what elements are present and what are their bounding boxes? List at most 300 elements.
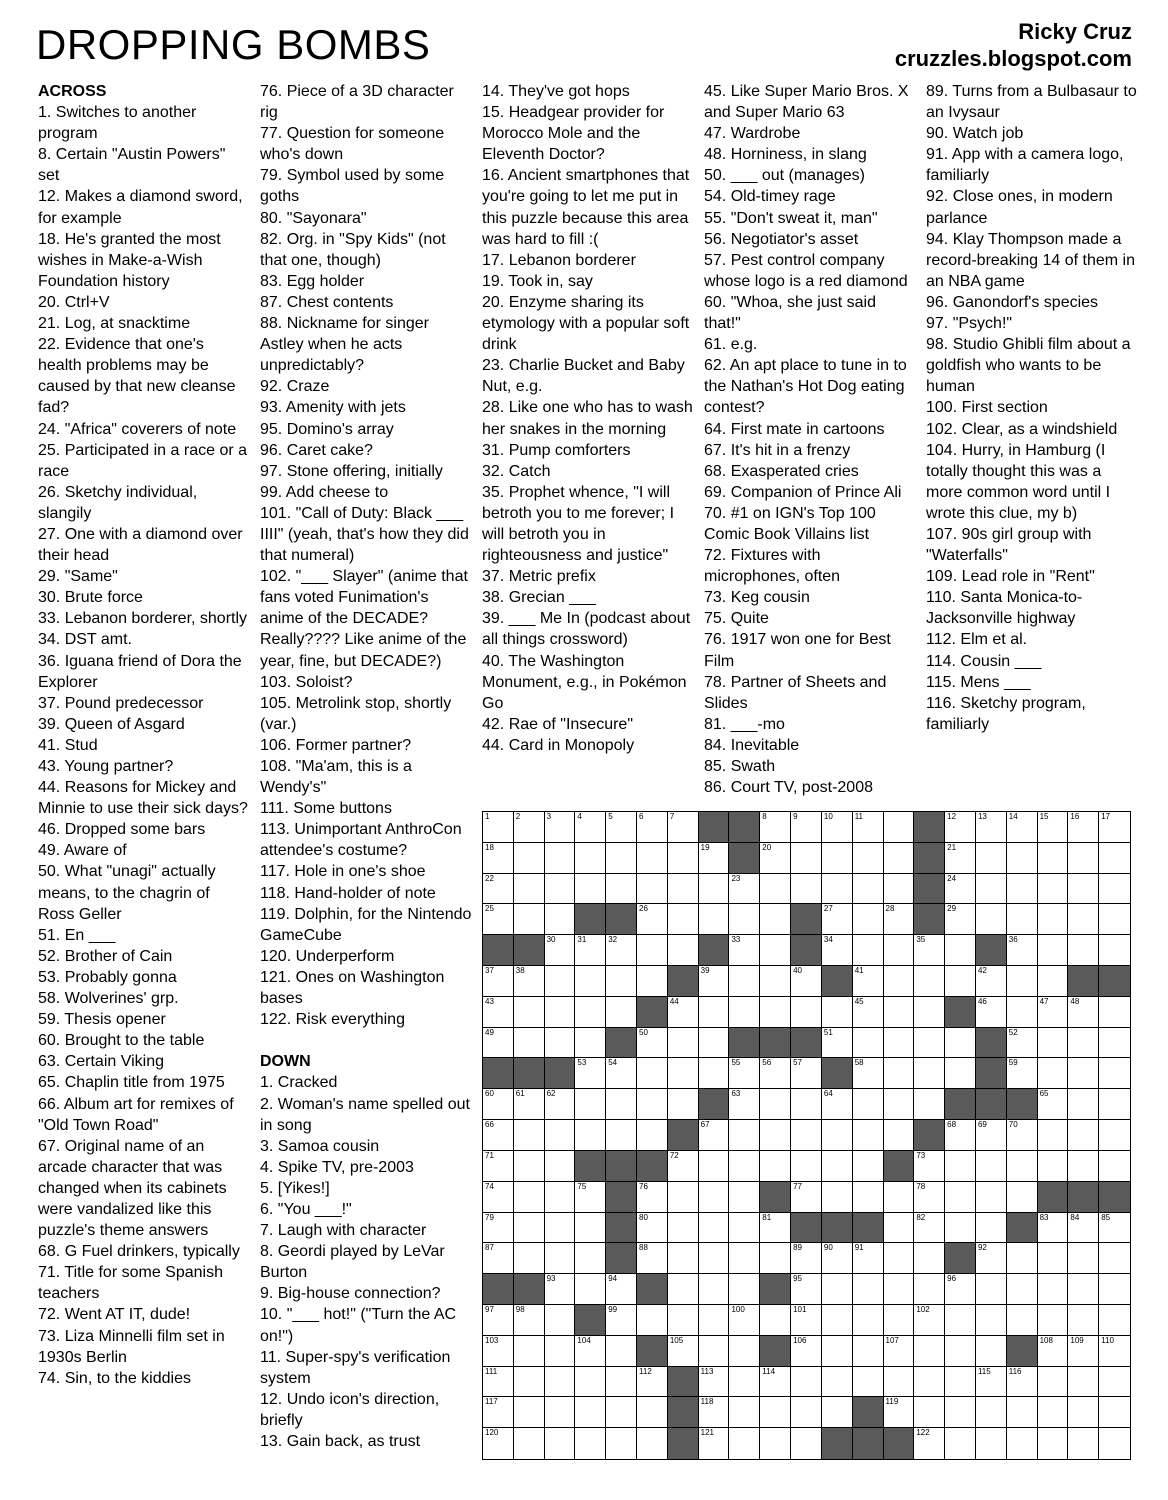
grid-cell[interactable] [1038,1028,1069,1059]
grid-cell[interactable] [791,1428,822,1459]
grid-cell[interactable] [1099,812,1130,843]
grid-cell[interactable] [760,1120,791,1151]
grid-cell[interactable] [1007,935,1038,966]
grid-cell[interactable] [1038,1367,1069,1398]
grid-cell[interactable] [668,1305,699,1336]
grid-cell[interactable] [545,1243,576,1274]
grid-cell[interactable] [637,1058,668,1089]
grid-cell[interactable] [760,966,791,997]
grid-cell[interactable] [853,1182,884,1213]
grid-cell[interactable] [729,997,760,1028]
grid-cell[interactable] [884,1397,915,1428]
grid-cell[interactable] [668,812,699,843]
grid-cell[interactable] [1038,1336,1069,1367]
grid-cell[interactable] [1068,997,1099,1028]
grid-cell[interactable] [853,1028,884,1059]
grid-cell[interactable] [976,997,1007,1028]
grid-cell[interactable] [545,1397,576,1428]
grid-cell[interactable] [1007,1367,1038,1398]
grid-cell[interactable] [822,935,853,966]
grid-cell[interactable] [791,1120,822,1151]
grid-cell[interactable] [483,1213,514,1244]
grid-cell[interactable] [976,874,1007,905]
grid-cell[interactable] [884,1367,915,1398]
grid-cell[interactable] [1007,904,1038,935]
grid-cell[interactable] [483,1336,514,1367]
grid-cell[interactable] [514,843,545,874]
grid-cell[interactable] [884,966,915,997]
grid-cell[interactable] [668,1336,699,1367]
grid-cell[interactable] [976,1213,1007,1244]
grid-cell[interactable] [514,1028,545,1059]
grid-cell[interactable] [884,1213,915,1244]
grid-cell[interactable] [1099,843,1130,874]
grid-cell[interactable] [1068,1089,1099,1120]
grid-cell[interactable] [729,1058,760,1089]
grid-cell[interactable] [1068,1243,1099,1274]
grid-cell[interactable] [945,1305,976,1336]
grid-cell[interactable] [575,1243,606,1274]
grid-cell[interactable] [1099,1397,1130,1428]
grid-cell[interactable] [668,1243,699,1274]
grid-cell[interactable] [606,874,637,905]
grid-cell[interactable] [976,966,1007,997]
grid-cell[interactable] [976,1305,1007,1336]
grid-cell[interactable] [1099,1428,1130,1459]
grid-cell[interactable] [1038,935,1069,966]
grid-cell[interactable] [699,1120,730,1151]
grid-cell[interactable] [575,843,606,874]
grid-cell[interactable] [545,966,576,997]
grid-cell[interactable] [884,997,915,1028]
grid-cell[interactable] [575,997,606,1028]
grid-cell[interactable] [699,1058,730,1089]
grid-cell[interactable] [822,843,853,874]
grid-cell[interactable] [976,1367,1007,1398]
grid-cell[interactable] [545,1367,576,1398]
grid-cell[interactable] [945,1182,976,1213]
grid-cell[interactable] [1099,1243,1130,1274]
grid-cell[interactable] [976,1428,1007,1459]
grid-cell[interactable] [945,1428,976,1459]
grid-cell[interactable] [853,812,884,843]
grid-cell[interactable] [1068,843,1099,874]
grid-cell[interactable] [514,1213,545,1244]
grid-cell[interactable] [1007,843,1038,874]
grid-cell[interactable] [1068,1120,1099,1151]
grid-cell[interactable] [483,812,514,843]
grid-cell[interactable] [884,1028,915,1059]
grid-cell[interactable] [1038,1120,1069,1151]
grid-cell[interactable] [699,1028,730,1059]
grid-cell[interactable] [914,997,945,1028]
grid-cell[interactable] [483,1089,514,1120]
grid-cell[interactable] [545,1120,576,1151]
grid-cell[interactable] [637,1213,668,1244]
grid-cell[interactable] [884,1305,915,1336]
grid-cell[interactable] [822,1028,853,1059]
grid-cell[interactable] [514,1367,545,1398]
grid-cell[interactable] [760,1058,791,1089]
grid-cell[interactable] [575,1058,606,1089]
grid-cell[interactable] [668,1182,699,1213]
grid-cell[interactable] [1099,1058,1130,1089]
grid-cell[interactable] [822,1182,853,1213]
grid-cell[interactable] [637,1243,668,1274]
grid-cell[interactable] [853,1058,884,1089]
grid-cell[interactable] [976,1336,1007,1367]
grid-cell[interactable] [1099,1274,1130,1305]
grid-cell[interactable] [791,1367,822,1398]
grid-cell[interactable] [575,935,606,966]
grid-cell[interactable] [791,1243,822,1274]
grid-cell[interactable] [668,1151,699,1182]
grid-cell[interactable] [1038,1428,1069,1459]
grid-cell[interactable] [545,1028,576,1059]
grid-cell[interactable] [760,812,791,843]
grid-cell[interactable] [945,874,976,905]
grid-cell[interactable] [514,1305,545,1336]
grid-cell[interactable] [729,1428,760,1459]
grid-cell[interactable] [884,904,915,935]
grid-cell[interactable] [729,935,760,966]
grid-cell[interactable] [1068,1151,1099,1182]
grid-cell[interactable] [545,904,576,935]
grid-cell[interactable] [606,1367,637,1398]
grid-cell[interactable] [1007,1397,1038,1428]
grid-cell[interactable] [699,1397,730,1428]
grid-cell[interactable] [668,1089,699,1120]
grid-cell[interactable] [483,1367,514,1398]
grid-cell[interactable] [514,904,545,935]
grid-cell[interactable] [822,1151,853,1182]
grid-cell[interactable] [760,935,791,966]
grid-cell[interactable] [729,1367,760,1398]
grid-cell[interactable] [575,812,606,843]
grid-cell[interactable] [699,1243,730,1274]
grid-cell[interactable] [1007,1120,1038,1151]
grid-cell[interactable] [514,997,545,1028]
grid-cell[interactable] [637,1028,668,1059]
grid-cell[interactable] [699,1305,730,1336]
grid-cell[interactable] [575,1213,606,1244]
grid-cell[interactable] [575,1367,606,1398]
grid-cell[interactable] [729,904,760,935]
grid-cell[interactable] [945,1120,976,1151]
grid-cell[interactable] [637,1367,668,1398]
grid-cell[interactable] [514,1397,545,1428]
grid-cell[interactable] [1099,1336,1130,1367]
grid-cell[interactable] [699,1428,730,1459]
grid-cell[interactable] [884,935,915,966]
grid-cell[interactable] [1007,812,1038,843]
grid-cell[interactable] [1068,812,1099,843]
grid-cell[interactable] [853,1336,884,1367]
grid-cell[interactable] [853,843,884,874]
grid-cell[interactable] [884,1243,915,1274]
grid-cell[interactable] [1038,1213,1069,1244]
grid-cell[interactable] [1099,997,1130,1028]
grid-cell[interactable] [606,966,637,997]
grid-cell[interactable] [822,1243,853,1274]
grid-cell[interactable] [760,1243,791,1274]
grid-cell[interactable] [791,1058,822,1089]
grid-cell[interactable] [483,997,514,1028]
grid-cell[interactable] [668,904,699,935]
grid-cell[interactable] [606,1274,637,1305]
grid-cell[interactable] [606,935,637,966]
grid-cell[interactable] [884,1336,915,1367]
grid-cell[interactable] [699,997,730,1028]
grid-cell[interactable] [914,1028,945,1059]
grid-cell[interactable] [637,843,668,874]
grid-cell[interactable] [1099,1367,1130,1398]
grid-cell[interactable] [1099,1213,1130,1244]
grid-cell[interactable] [1007,966,1038,997]
grid-cell[interactable] [945,1274,976,1305]
grid-cell[interactable] [1099,874,1130,905]
grid-cell[interactable] [884,1120,915,1151]
grid-cell[interactable] [545,812,576,843]
grid-cell[interactable] [760,843,791,874]
grid-cell[interactable] [760,874,791,905]
grid-cell[interactable] [729,1397,760,1428]
grid-cell[interactable] [606,997,637,1028]
grid-cell[interactable] [514,1089,545,1120]
grid-cell[interactable] [699,1151,730,1182]
grid-cell[interactable] [945,1151,976,1182]
grid-cell[interactable] [606,1305,637,1336]
grid-cell[interactable] [483,1182,514,1213]
grid-cell[interactable] [637,966,668,997]
grid-cell[interactable] [1038,997,1069,1028]
grid-cell[interactable] [853,935,884,966]
grid-cell[interactable] [853,966,884,997]
grid-cell[interactable] [514,812,545,843]
grid-cell[interactable] [853,1274,884,1305]
grid-cell[interactable] [976,1397,1007,1428]
grid-cell[interactable] [545,874,576,905]
grid-cell[interactable] [884,843,915,874]
grid-cell[interactable] [1038,812,1069,843]
grid-cell[interactable] [637,1182,668,1213]
grid-cell[interactable] [914,1397,945,1428]
grid-cell[interactable] [545,1274,576,1305]
grid-cell[interactable] [914,1151,945,1182]
grid-cell[interactable] [884,1182,915,1213]
grid-cell[interactable] [884,1274,915,1305]
grid-cell[interactable] [1068,1305,1099,1336]
grid-cell[interactable] [945,1367,976,1398]
grid-cell[interactable] [853,1305,884,1336]
grid-cell[interactable] [699,1213,730,1244]
grid-cell[interactable] [822,1120,853,1151]
grid-cell[interactable] [483,1151,514,1182]
grid-cell[interactable] [945,1213,976,1244]
grid-cell[interactable] [791,1397,822,1428]
grid-cell[interactable] [483,1028,514,1059]
grid-cell[interactable] [545,1182,576,1213]
grid-cell[interactable] [729,1243,760,1274]
grid-cell[interactable] [1068,1274,1099,1305]
grid-cell[interactable] [976,812,1007,843]
grid-cell[interactable] [1007,1151,1038,1182]
grid-cell[interactable] [699,1367,730,1398]
grid-cell[interactable] [483,1243,514,1274]
grid-cell[interactable] [668,1274,699,1305]
grid-cell[interactable] [853,1089,884,1120]
grid-cell[interactable] [575,1336,606,1367]
grid-cell[interactable] [791,1305,822,1336]
grid-cell[interactable] [545,1336,576,1367]
grid-cell[interactable] [729,1336,760,1367]
grid-cell[interactable] [699,1182,730,1213]
grid-cell[interactable] [976,1120,1007,1151]
grid-cell[interactable] [760,1397,791,1428]
grid-cell[interactable] [514,1243,545,1274]
grid-cell[interactable] [668,874,699,905]
grid-cell[interactable] [1007,1243,1038,1274]
grid-cell[interactable] [483,1428,514,1459]
grid-cell[interactable] [1068,1428,1099,1459]
grid-cell[interactable] [514,1151,545,1182]
grid-cell[interactable] [575,1120,606,1151]
grid-cell[interactable] [791,874,822,905]
grid-cell[interactable] [514,1428,545,1459]
grid-cell[interactable] [1038,966,1069,997]
grid-cell[interactable] [884,1058,915,1089]
grid-cell[interactable] [545,1151,576,1182]
grid-cell[interactable] [575,1089,606,1120]
grid-cell[interactable] [822,1274,853,1305]
grid-cell[interactable] [637,812,668,843]
grid-cell[interactable] [668,1058,699,1089]
grid-cell[interactable] [822,1367,853,1398]
grid-cell[interactable] [914,1089,945,1120]
grid-cell[interactable] [853,904,884,935]
grid-cell[interactable] [545,1213,576,1244]
grid-cell[interactable] [945,1397,976,1428]
grid-cell[interactable] [575,874,606,905]
grid-cell[interactable] [791,1336,822,1367]
grid-cell[interactable] [1099,1151,1130,1182]
grid-cell[interactable] [483,1120,514,1151]
grid-cell[interactable] [637,1428,668,1459]
grid-cell[interactable] [606,1428,637,1459]
grid-cell[interactable] [1038,874,1069,905]
grid-cell[interactable] [914,1213,945,1244]
grid-cell[interactable] [729,1305,760,1336]
grid-cell[interactable] [945,843,976,874]
grid-cell[interactable] [729,1213,760,1244]
grid-cell[interactable] [1038,1305,1069,1336]
grid-cell[interactable] [668,997,699,1028]
grid-cell[interactable] [1038,1058,1069,1089]
grid-cell[interactable] [699,904,730,935]
grid-cell[interactable] [1068,874,1099,905]
grid-cell[interactable] [853,1367,884,1398]
grid-cell[interactable] [914,1367,945,1398]
grid-cell[interactable] [945,966,976,997]
grid-cell[interactable] [1099,935,1130,966]
grid-cell[interactable] [575,1274,606,1305]
grid-cell[interactable] [1038,1243,1069,1274]
grid-cell[interactable] [729,1182,760,1213]
grid-cell[interactable] [760,997,791,1028]
grid-cell[interactable] [760,1151,791,1182]
grid-cell[interactable] [606,1058,637,1089]
grid-cell[interactable] [545,1305,576,1336]
grid-cell[interactable] [729,874,760,905]
grid-cell[interactable] [791,997,822,1028]
grid-cell[interactable] [1038,1089,1069,1120]
grid-cell[interactable] [884,874,915,905]
grid-cell[interactable] [483,1305,514,1336]
grid-cell[interactable] [483,966,514,997]
grid-cell[interactable] [914,1243,945,1274]
grid-cell[interactable] [884,1089,915,1120]
grid-cell[interactable] [945,1058,976,1089]
grid-cell[interactable] [637,904,668,935]
grid-cell[interactable] [483,904,514,935]
grid-cell[interactable] [976,904,1007,935]
grid-cell[interactable] [822,1305,853,1336]
grid-cell[interactable] [760,1367,791,1398]
grid-cell[interactable] [1068,904,1099,935]
grid-cell[interactable] [976,1182,1007,1213]
grid-cell[interactable] [791,1274,822,1305]
grid-cell[interactable] [853,1243,884,1274]
grid-cell[interactable] [1038,1274,1069,1305]
grid-cell[interactable] [545,1089,576,1120]
grid-cell[interactable] [1038,1151,1069,1182]
grid-cell[interactable] [575,1182,606,1213]
grid-cell[interactable] [1038,1397,1069,1428]
grid-cell[interactable] [699,1336,730,1367]
grid-cell[interactable] [914,1058,945,1089]
grid-cell[interactable] [699,1274,730,1305]
grid-cell[interactable] [1068,935,1099,966]
grid-cell[interactable] [760,1213,791,1244]
grid-cell[interactable] [637,1397,668,1428]
grid-cell[interactable] [729,1089,760,1120]
grid-cell[interactable] [729,1120,760,1151]
grid-cell[interactable] [1068,1367,1099,1398]
grid-cell[interactable] [699,874,730,905]
grid-cell[interactable] [483,874,514,905]
grid-cell[interactable] [791,1151,822,1182]
grid-cell[interactable] [575,966,606,997]
grid-cell[interactable] [606,1120,637,1151]
grid-cell[interactable] [976,1243,1007,1274]
grid-cell[interactable] [914,966,945,997]
grid-cell[interactable] [945,1336,976,1367]
grid-cell[interactable] [914,1336,945,1367]
grid-cell[interactable] [791,966,822,997]
grid-cell[interactable] [945,812,976,843]
grid-cell[interactable] [822,874,853,905]
grid-cell[interactable] [545,1428,576,1459]
grid-cell[interactable] [760,1089,791,1120]
grid-cell[interactable] [637,935,668,966]
grid-cell[interactable] [637,1305,668,1336]
grid-cell[interactable] [1099,904,1130,935]
grid-cell[interactable] [514,966,545,997]
grid-cell[interactable] [545,843,576,874]
grid-cell[interactable] [1099,1028,1130,1059]
grid-cell[interactable] [729,1151,760,1182]
grid-cell[interactable] [1007,1274,1038,1305]
